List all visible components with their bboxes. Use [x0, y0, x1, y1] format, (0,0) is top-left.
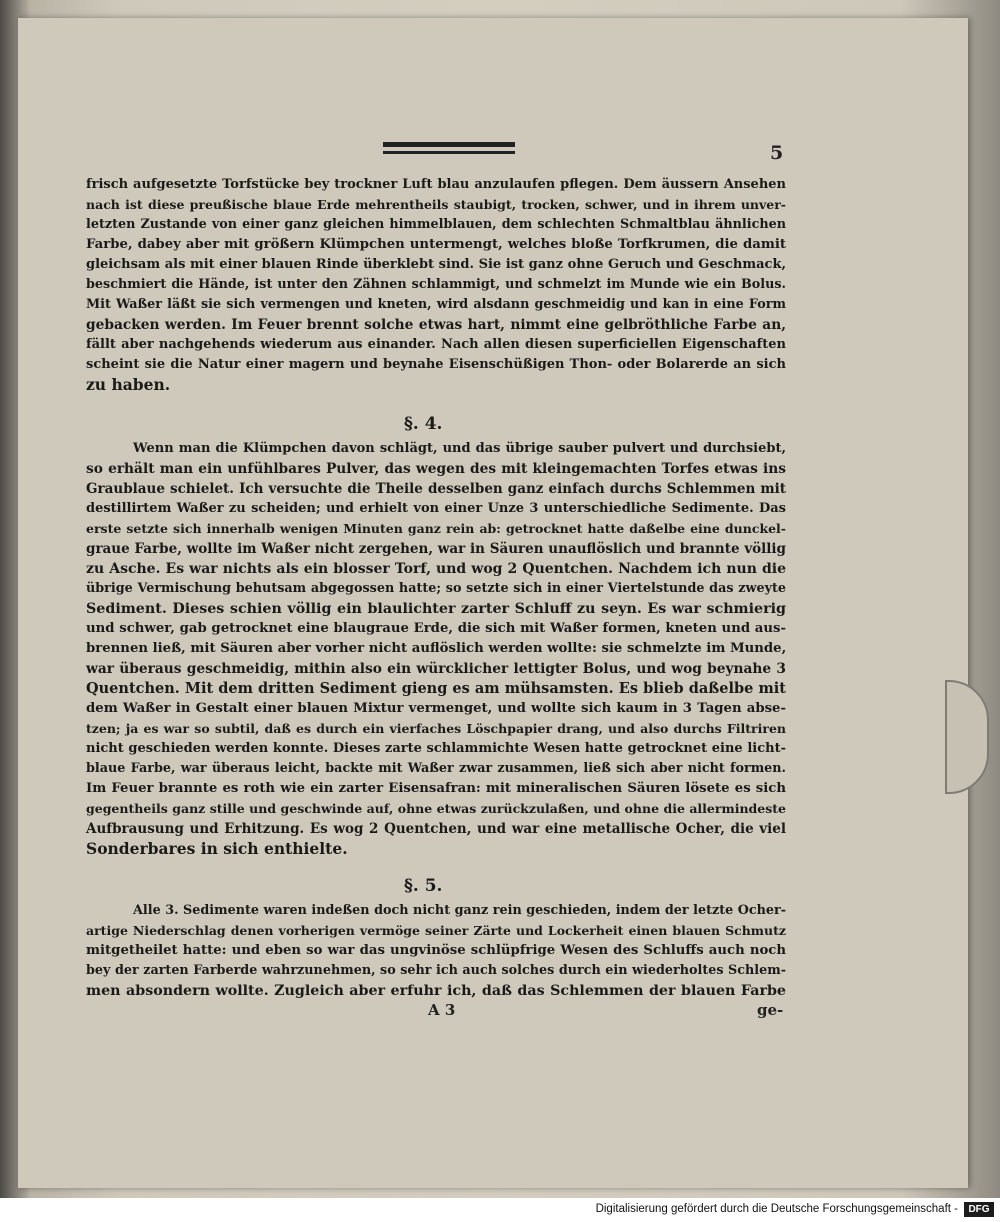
- text-line: fällt aber nachgehends wiederum aus einander. Nach allen diesen superficiellen Eigenschaften: [86, 337, 786, 352]
- text-line: bey der zarten Farberde wahrzunehmen, so sehr ich auch solches durch ein wiederholtes Schlem-: [86, 963, 786, 978]
- text-line: nach ist diese preußische blaue Erde mehrentheils staubigt, trocken, schwer, und in ihrem unver-: [86, 197, 786, 212]
- text-line: artige Niederschlag denen vorherigen vermöge seiner Zärte und Lockerheit einen blauen Schmutz: [86, 923, 786, 938]
- text-line: men absondern wollte. Zugleich aber erfuhr ich, daß das Schlemmen der blauen Farbe: [86, 983, 786, 999]
- text-line: war überaus geschmeidig, mithin also ein würcklicher lettigter Bolus, und wog beynahe 3: [86, 661, 786, 677]
- text-line: destillirtem Waßer zu scheiden; und erhielt von einer Unze 3 unterschiedliche Sedimente. Das: [86, 501, 786, 516]
- text-line: beschmiert die Hände, ist unter den Zähnen schlammigt, und schmelzt im Munde wie ein Bolus.: [86, 277, 786, 292]
- funding-notice: Digitalisierung gefördert durch die Deutsche Forschungsgemeinschaft -: [595, 1203, 958, 1215]
- text-line: Graublaue schielet. Ich versuchte die Theile desselben ganz einfach durchs Schlemmen mit: [86, 481, 786, 497]
- text-line: scheint sie die Natur einer magern und beynahe Eisenschüßigen Thon- oder Bolarerde an sich: [86, 357, 786, 372]
- text-line: graue Farbe, wollte im Waßer nicht zergehen, war in Säuren unauflöslich und brannte völlig: [86, 541, 786, 557]
- header-rule-thin: [383, 151, 515, 154]
- text-line: nicht geschieden werden konnte. Dieses zarte schlammichte Wesen hatte getrocknet eine licht-: [86, 741, 786, 756]
- page-fold-edge: [945, 680, 989, 794]
- catchword: ge-: [757, 1001, 784, 1019]
- text-line: frisch aufgesetzte Torfstücke bey trockner Luft blau anzulaufen pflegen. Dem äussern Ansehen: [86, 177, 786, 192]
- text-line: mitgetheilet hatte: und eben so war das ungvinöse schlüpfrige Wesen des Schluffs auch noch: [86, 943, 786, 958]
- text-line: gleichsam als mit einer blauen Rinde überklebt sind. Sie ist ganz ohne Geruch und Geschmack,: [86, 257, 786, 272]
- text-line: Sonderbares in sich enthielte.: [86, 839, 348, 858]
- text-line: erste setzte sich innerhalb wenigen Minuten ganz rein ab: getrocknet hatte daßelbe eine dunckel-: [86, 521, 786, 536]
- section-heading-5: §. 5.: [404, 876, 443, 896]
- text-line: Wenn man die Klümpchen davon schlägt, und das übrige sauber pulvert und durchsiebt,: [133, 441, 786, 456]
- text-line: letzten Zustande von einer ganz gleichen himmelblauen, dem schlechten Schmaltblau ähnlichen: [86, 217, 786, 232]
- text-line: Alle 3. Sedimente waren indeßen doch nicht ganz rein geschieden, indem der letzte Ocher-: [133, 903, 786, 918]
- header-rule-thick: [383, 142, 515, 147]
- text-line: Aufbrausung und Erhitzung. Es wog 2 Quentchen, und war eine metallische Ocher, die viel: [86, 821, 786, 837]
- text-line: brennen ließ, mit Säuren aber vorher nicht auflöslich werden wollte: sie schmelzte im Munde,: [86, 641, 787, 656]
- text-line: dem Waßer in Gestalt einer blauen Mixtur vermenget, und wollte sich kaum in 3 Tagen abse-: [86, 701, 786, 716]
- text-line: gebacken werden. Im Feuer brennt solche etwas hart, nimmt eine gelbröthliche Farbe an,: [86, 317, 786, 333]
- text-line: Mit Waßer läßt sie sich vermengen und kneten, wird alsdann geschmeidig und kan in eine Form: [86, 297, 786, 312]
- text-line: zu haben.: [86, 375, 171, 394]
- dfg-logo: DFG: [964, 1202, 994, 1217]
- text-line: zu Asche. Es war nichts als ein blosser Torf, und wog 2 Quentchen. Nachdem ich nun die: [86, 561, 786, 577]
- text-line: und schwer, gab getrocknet eine blaugraue Erde, die sich mit Waßer formen, kneten und aus-: [86, 621, 786, 636]
- text-line: übrige Vermischung behutsam abgegossen hatte; so setzte sich in einer Viertelstunde das zweyte: [86, 581, 786, 596]
- text-line: Sediment. Dieses schien völlig ein blaulichter zarter Schluff zu seyn. Es war schmierig: [86, 601, 786, 617]
- text-line: so erhält man ein unfühlbares Pulver, das wegen des mit kleingemachten Torfes etwas ins: [86, 461, 786, 477]
- section-heading-4: §. 4.: [404, 414, 443, 434]
- text-line: gegentheils ganz stille und geschwinde auf, ohne etwas zurückzulaßen, und ohne die allermindeste: [86, 801, 786, 816]
- text-line: tzen; ja es war so subtil, daß es durch ein vierfaches Löschpapier drang, und also durchs Filtriren: [86, 721, 786, 736]
- page-number: 5: [770, 142, 784, 164]
- text-line: Farbe, dabey aber mit größern Klümpchen untermengt, welches bloße Torfkrumen, die damit: [86, 237, 786, 252]
- text-line: Quentchen. Mit dem dritten Sediment gieng es am mühsamsten. Es blieb daßelbe mit: [86, 680, 786, 697]
- signature-mark: A 3: [428, 1001, 456, 1019]
- text-line: blaue Farbe, war überaus leicht, backte mit Waßer zwar zusammen, ließ sich aber nicht formen.: [86, 761, 786, 776]
- text-line: Im Feuer brannte es roth wie ein zarter Eisensafran: mit mineralischen Säuren lösete es sich: [86, 781, 786, 796]
